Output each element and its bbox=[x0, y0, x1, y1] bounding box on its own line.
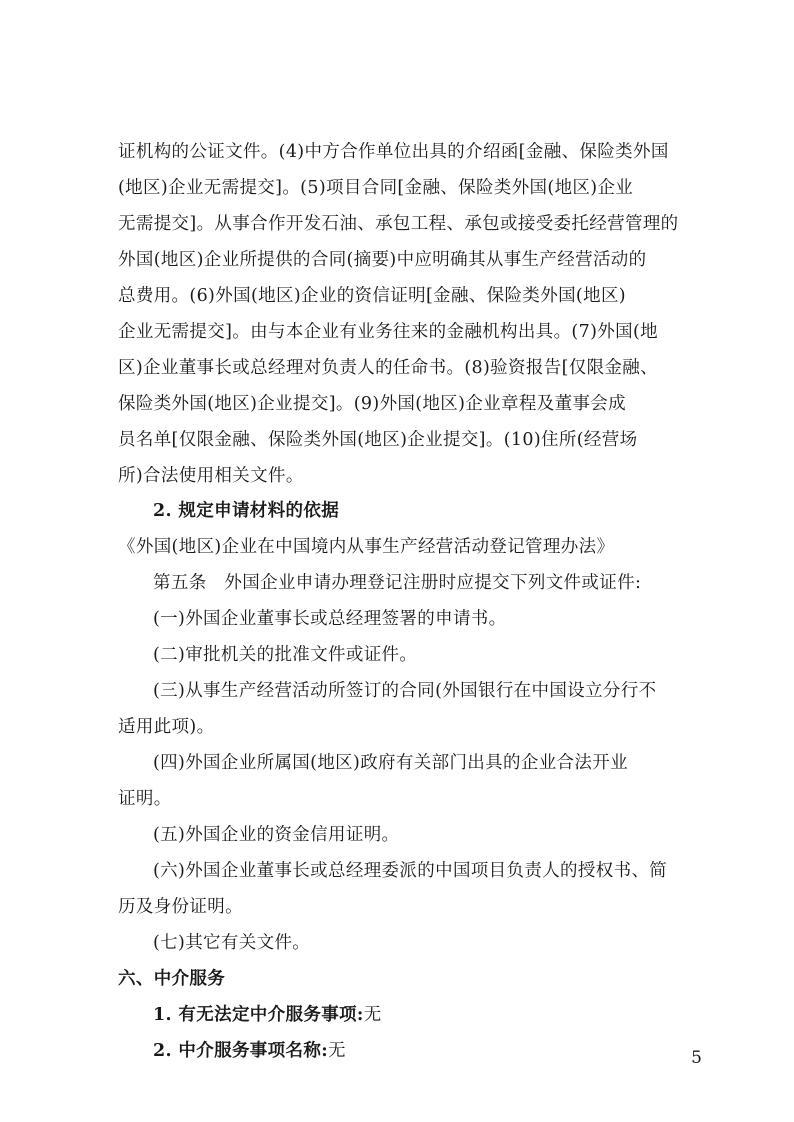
body-text-line: 无需提交]。从事合作开发石油、承包工程、承包或接受委托经营管理的 bbox=[118, 214, 679, 234]
body-text-line: (地区)企业无需提交]。(5)项目合同[金融、保险类外国(地区)企业 bbox=[118, 178, 634, 198]
regulation-item: (一)外国企业董事长或总经理签署的申请书。 bbox=[153, 609, 507, 629]
regulation-item-continued: 历及身份证明。 bbox=[118, 897, 243, 917]
regulation-article: 第五条 外国企业申请办理登记注册时应提交下列文件或证件: bbox=[153, 573, 642, 593]
page-number: 5 bbox=[691, 1048, 702, 1068]
body-text-line: 员名单[仅限金融、保险类外国(地区)企业提交]。(10)住所(经营场 bbox=[118, 430, 638, 450]
body-text-line: 总费用。(6)外国(地区)企业的资信证明[金融、保险类外国(地区) bbox=[118, 286, 626, 306]
body-text-line: 证机构的公证文件。(4)中方合作单位出具的介绍函[金融、保险类外国 bbox=[118, 142, 669, 162]
section-heading: 六、中介服务 bbox=[118, 969, 226, 989]
regulation-item: (五)外国企业的资金信用证明。 bbox=[153, 825, 400, 845]
regulation-item: (六)外国企业董事长或总经理委派的中国项目负责人的授权书、简 bbox=[153, 861, 668, 881]
intermediary-item-1-label: 1. 有无法定中介服务事项: bbox=[153, 1005, 364, 1025]
regulation-item: (三)从事生产经营活动所签订的合同(外国银行在中国设立分行不 bbox=[153, 681, 657, 701]
regulation-item: (二)审批机关的批准文件或证件。 bbox=[153, 645, 418, 665]
body-text-line: 企业无需提交]。由与本企业有业务往来的金融机构出具。(7)外国(地 bbox=[118, 322, 658, 342]
intermediary-item-1 bbox=[153, 1003, 737, 1027]
body-text-line: 外国(地区)企业所提供的合同(摘要)中应明确其从事生产经营活动的 bbox=[118, 250, 647, 270]
regulation-title: 《外国(地区)企业在中国境内从事生产经营活动登记管理办法》 bbox=[118, 537, 615, 557]
regulation-item-continued: 证明。 bbox=[118, 789, 172, 809]
regulation-item: (七)其它有关文件。 bbox=[153, 933, 311, 953]
basis-heading: 2. 规定申请材料的依据 bbox=[153, 501, 340, 521]
regulation-item-continued: 适用此项)。 bbox=[118, 717, 215, 737]
body-text-line: 所)合法使用相关文件。 bbox=[118, 466, 304, 486]
intermediary-item-1-value: 无 bbox=[363, 1005, 382, 1025]
intermediary-item-2 bbox=[153, 1039, 737, 1063]
intermediary-item-2-value: 无 bbox=[328, 1041, 346, 1061]
body-text-line: 保险类外国(地区)企业提交]。(9)外国(地区)企业章程及董事会成 bbox=[118, 394, 626, 414]
intermediary-item-2-label: 2. 中介服务事项名称: bbox=[153, 1041, 329, 1061]
regulation-item: (四)外国企业所属国(地区)政府有关部门出具的企业合法开业 bbox=[153, 753, 628, 773]
body-text-line: 区)企业董事长或总经理对负责人的任命书。(8)验资报告[仅限金融、 bbox=[118, 358, 658, 378]
